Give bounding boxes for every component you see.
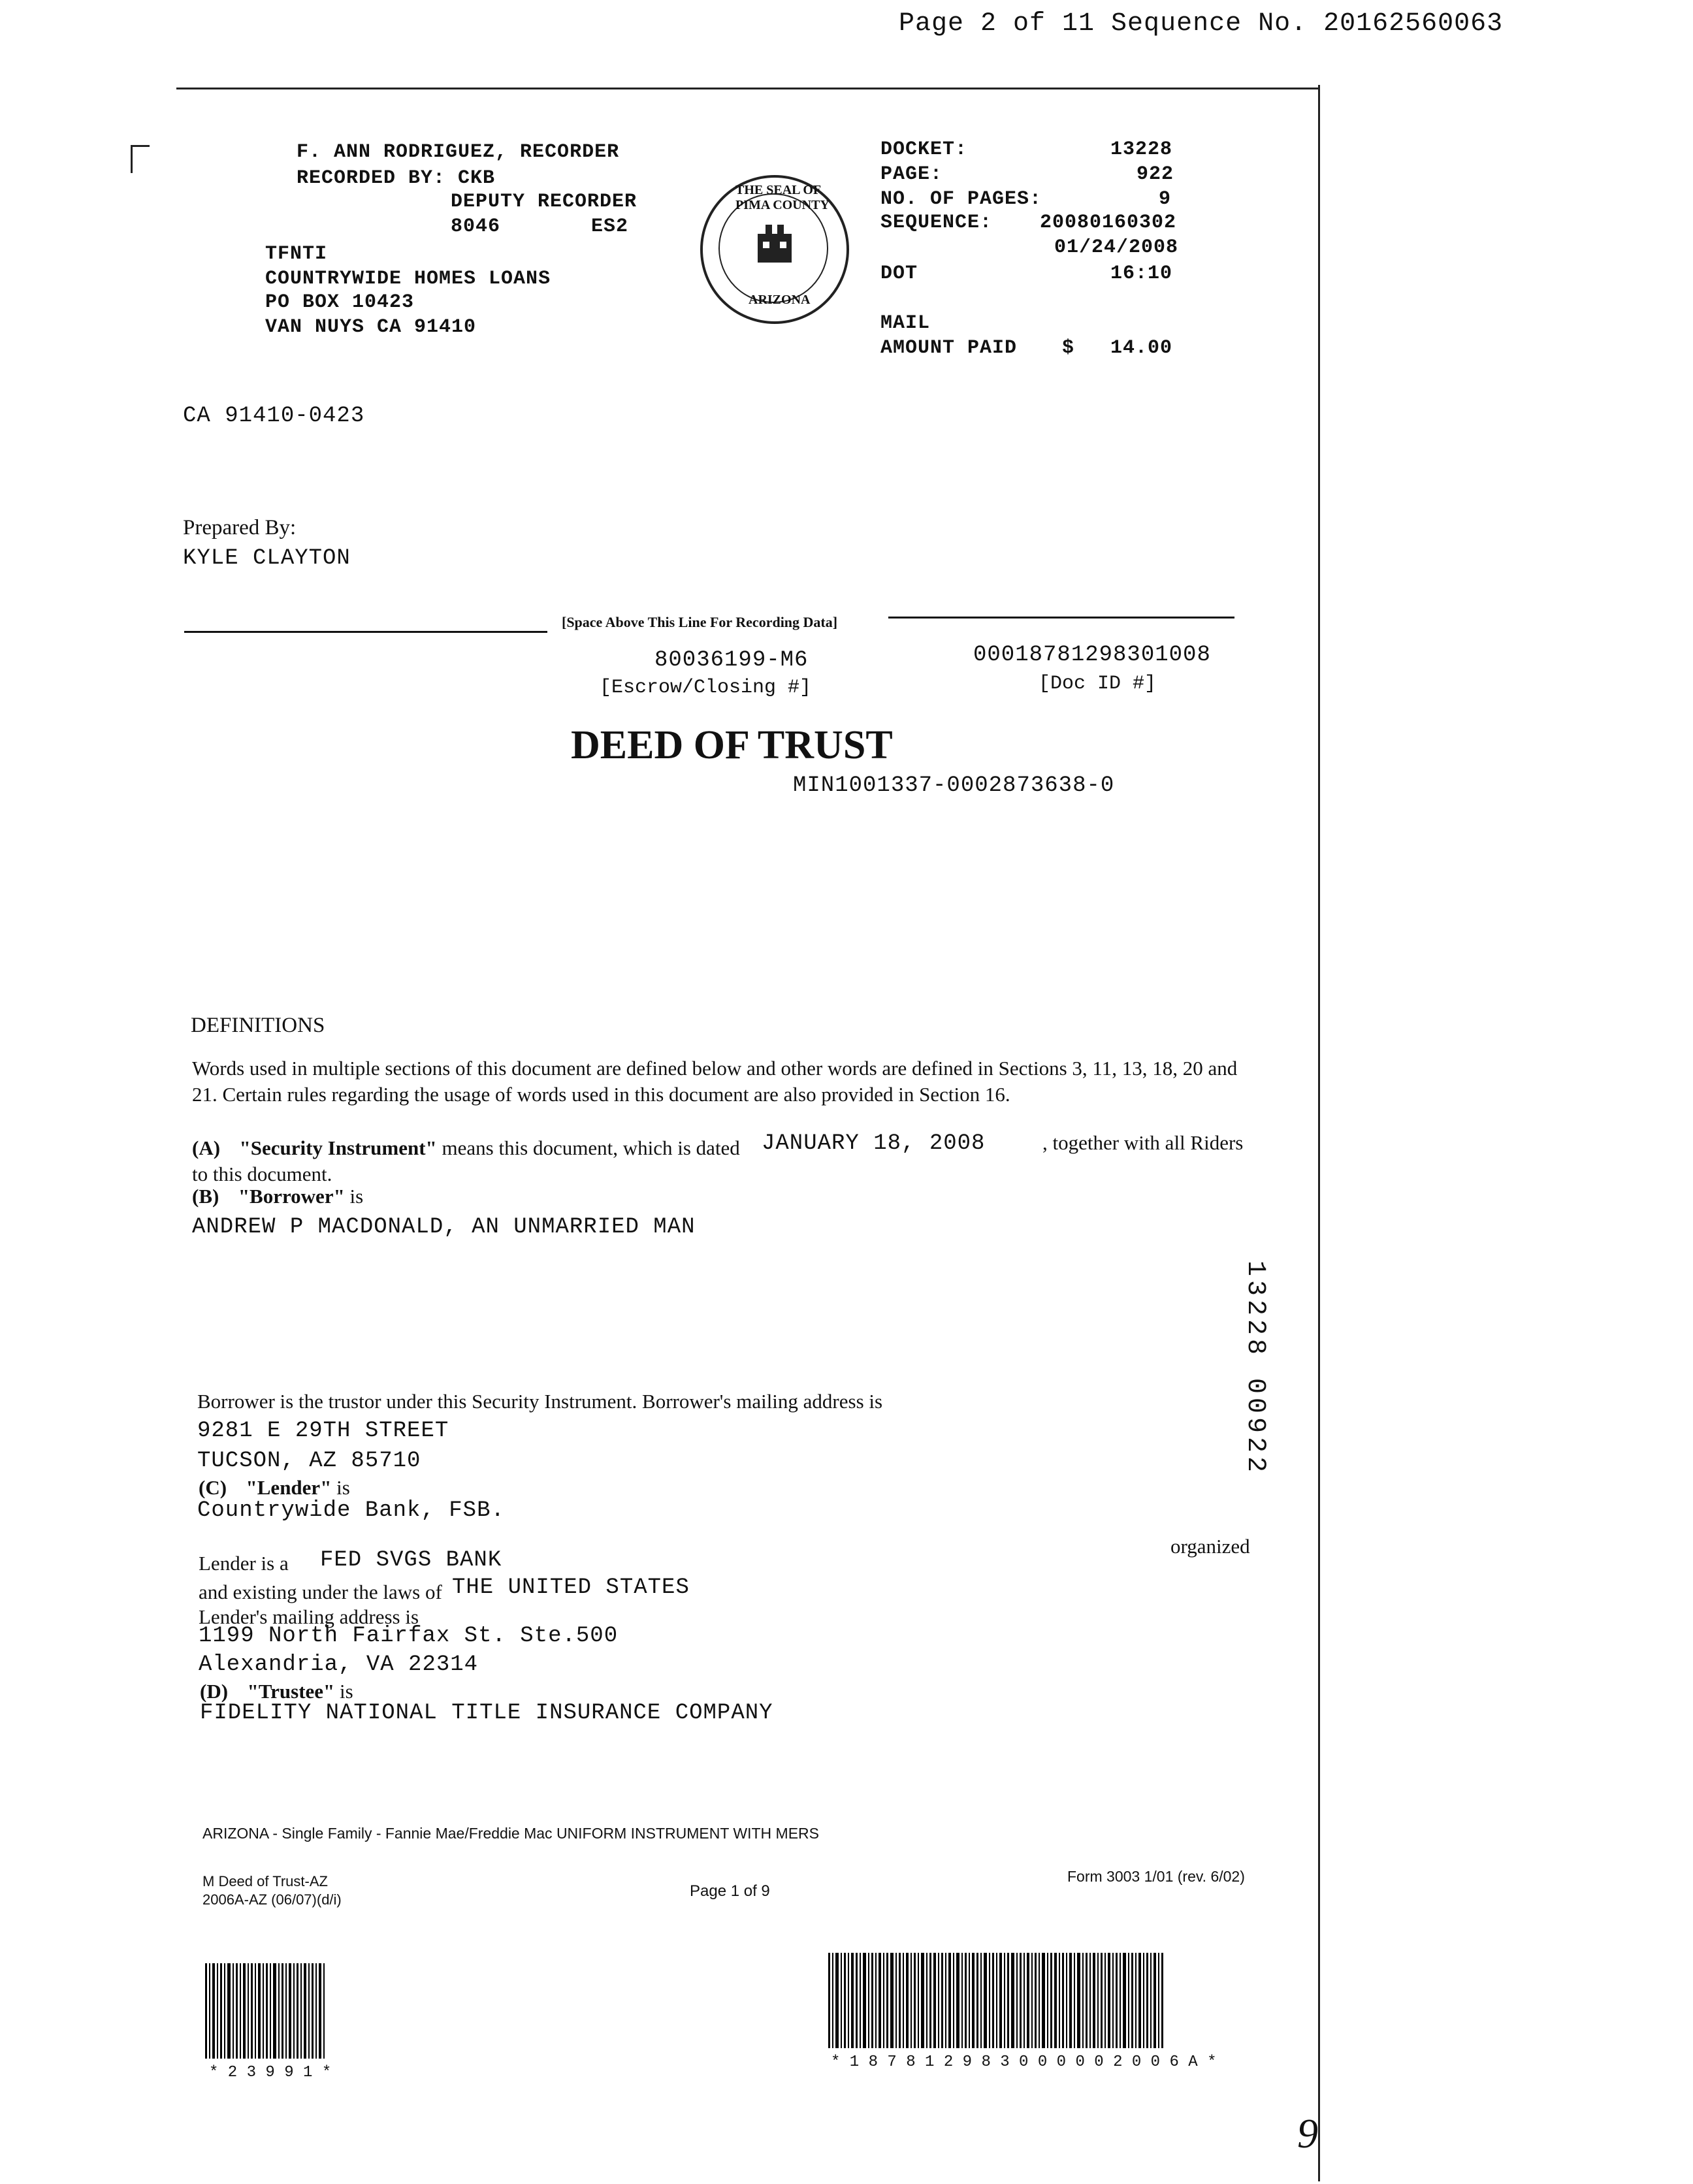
trustee-name: FIDELITY NATIONAL TITLE INSURANCE COMPANY <box>200 1701 773 1726</box>
lender-address-line1: 1199 North Fairfax St. Ste.500 <box>199 1624 619 1648</box>
footer-form-code: 2006A-AZ (06/07)(d/i) <box>202 1891 342 1908</box>
county-seal <box>700 175 849 324</box>
recording-date: 01/24/2008 <box>1054 236 1179 259</box>
amount-value: 14.00 <box>1110 337 1173 359</box>
definition-d-prefix: (D) <box>200 1680 229 1703</box>
lender-type: FED SVGS BANK <box>320 1548 502 1573</box>
definition-c-prefix: (C) <box>199 1476 227 1499</box>
footer-form-number: Form 3003 1/01 (rev. 6/02) <box>1067 1868 1245 1885</box>
docket-label: DOCKET: <box>880 138 968 161</box>
return-addr-line4: VAN NUYS CA 91410 <box>265 316 477 338</box>
definition-d-term: "Trustee" <box>247 1680 335 1703</box>
definition-a-term: "Security Instrument" <box>239 1136 437 1159</box>
lender-is-a-label: Lender is a <box>199 1552 289 1575</box>
sequence-label: SEQUENCE: <box>880 212 993 234</box>
definition-d <box>200 1680 353 1703</box>
pages-label: NO. OF PAGES: <box>880 188 1042 210</box>
doc-id-label: [Doc ID #] <box>1039 673 1157 695</box>
frame-top-line <box>176 88 1319 89</box>
page-value: 922 <box>1137 163 1174 185</box>
barcode-left-text: * 2 3 9 9 1 * <box>209 2064 332 2081</box>
recorded-by: RECORDED BY: CKB <box>297 167 496 189</box>
definitions-intro-line1: Words used in multiple sections of this document are defined below and other words are defined in Sections 3, 11, 13, 18, 20 and <box>192 1057 1238 1080</box>
definition-b-prefix: (B) <box>192 1185 219 1208</box>
corner-mark <box>131 145 150 173</box>
definition-a-text: means this document, which is dated <box>442 1136 740 1159</box>
sequence-value: 20080160302 <box>1040 212 1177 234</box>
borrower-name: ANDREW P MACDONALD, AN UNMARRIED MAN <box>192 1215 696 1240</box>
lender-laws: THE UNITED STATES <box>452 1575 690 1600</box>
barcode-right <box>828 1953 1253 2048</box>
existing-under-label: and existing under the laws of <box>199 1581 442 1603</box>
definition-d-is: is <box>340 1680 353 1703</box>
barcode-left <box>205 1963 349 2059</box>
definition-c <box>199 1476 350 1500</box>
prepared-by-label: Prepared By: <box>183 516 297 539</box>
lender-mailing-label: Lender's mailing address is <box>199 1605 419 1628</box>
recorder-code-2: ES2 <box>591 216 629 238</box>
page-label: PAGE: <box>880 163 943 185</box>
lender-name: Countrywide Bank, FSB. <box>197 1498 505 1523</box>
borrower-address-line2: TUCSON, AZ 85710 <box>197 1449 421 1473</box>
side-docket-stamp: 13228 00922 <box>1240 1261 1270 1477</box>
definition-b <box>192 1185 363 1208</box>
definitions-intro-line2: 21. Certain rules regarding the usage of words used in this document are also provided in Section 16. <box>192 1083 1010 1106</box>
footer-form-name: M Deed of Trust-AZ <box>202 1873 328 1889</box>
pages-value: 9 <box>1159 188 1172 210</box>
handwritten-page-number: 9 <box>1297 2110 1318 2157</box>
definition-a-line2: to this document. <box>192 1163 332 1185</box>
zip-line: CA 91410-0423 <box>183 404 365 428</box>
return-addr-line3: PO BOX 10423 <box>265 291 415 313</box>
definition-b-term: "Borrower" <box>238 1185 345 1208</box>
definitions-heading: DEFINITIONS <box>191 1014 325 1037</box>
return-addr-line1: TFNTI <box>265 243 328 265</box>
escrow-label: [Escrow/Closing #] <box>600 677 812 699</box>
recording-data-rule-right <box>888 617 1234 618</box>
page-sequence-header: Page 2 of 11 Sequence No. 20162560063 <box>899 9 1504 39</box>
amount-label: AMOUNT PAID <box>880 337 1018 359</box>
amount-currency: $ <box>1062 337 1075 359</box>
footer-page: Page 1 of 9 <box>690 1882 770 1900</box>
docket-value: 13228 <box>1110 138 1173 161</box>
deputy-recorder: DEPUTY RECORDER <box>451 191 637 213</box>
definition-a <box>192 1136 740 1160</box>
barcode-right-text: * 1 8 7 8 1 2 9 8 3 0 0 0 0 0 2 0 0 6 A * <box>831 2053 1217 2071</box>
organized-label: organized <box>1170 1535 1250 1558</box>
definition-a-suffix: , together with all Riders <box>1042 1131 1244 1154</box>
borrower-address-line1: 9281 E 29TH STREET <box>197 1419 449 1443</box>
footer-instrument: ARIZONA - Single Family - Fannie Mae/Freddie Mac UNIFORM INSTRUMENT WITH MERS <box>202 1825 819 1842</box>
lender-address-line2: Alexandria, VA 22314 <box>199 1652 479 1677</box>
seal-bottom-text: ARIZONA <box>749 293 811 307</box>
dot-label: DOT <box>880 263 918 285</box>
return-addr-line2: COUNTRYWIDE HOMES LOANS <box>265 268 551 290</box>
recorder-code-1: 8046 <box>451 216 501 238</box>
doc-id-number: 00018781298301008 <box>973 643 1211 667</box>
escrow-number: 80036199-M6 <box>654 648 809 673</box>
recording-time: 16:10 <box>1110 263 1173 285</box>
definition-a-prefix: (A) <box>192 1136 221 1159</box>
space-above-label: [Space Above This Line For Recording Data] <box>562 614 838 630</box>
recorder-name: F. ANN RODRIGUEZ, RECORDER <box>297 141 620 163</box>
seal-top-text: THE SEAL OF PIMA COUNTY <box>735 183 830 212</box>
prepared-by-name: KYLE CLAYTON <box>183 546 351 571</box>
mail-label: MAIL <box>880 312 931 334</box>
frame-right-line <box>1318 85 1320 2181</box>
security-instrument-date: JANUARY 18, 2008 <box>762 1131 986 1156</box>
definition-c-term: "Lender" <box>246 1476 332 1499</box>
definition-b-is: is <box>349 1185 364 1208</box>
borrower-trustor-text: Borrower is the trustor under this Security Instrument. Borrower's mailing address is <box>197 1390 883 1413</box>
document-title: DEED OF TRUST <box>571 723 893 767</box>
min-number: MIN1001337-0002873638-0 <box>793 773 1115 798</box>
definition-c-is: is <box>336 1476 350 1499</box>
recording-data-rule-left <box>184 631 547 633</box>
